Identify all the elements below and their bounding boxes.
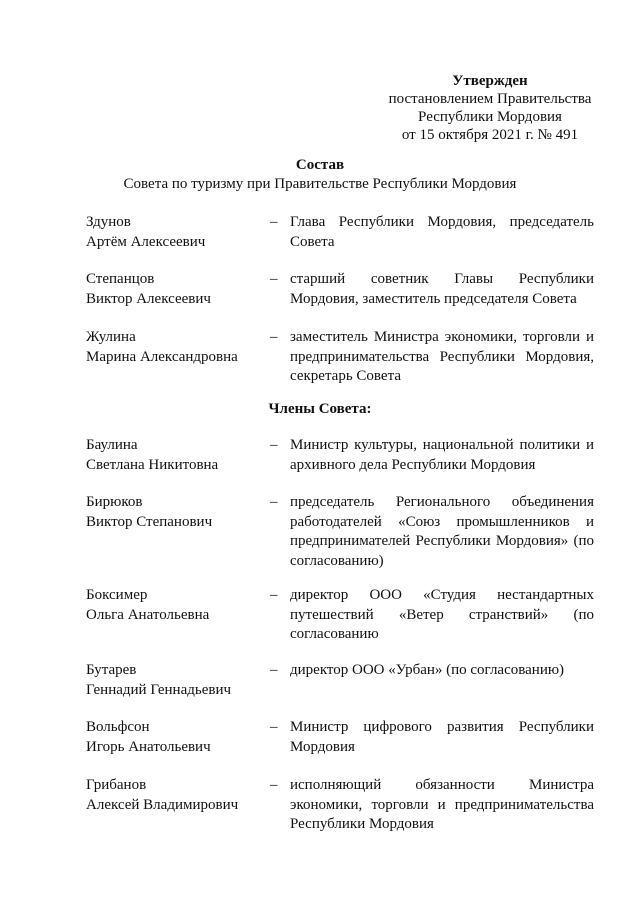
person-surname: Боксимер <box>86 587 148 603</box>
person-role: старший советник Главы Республики Мордовия, заместитель председателя Совета <box>290 271 594 307</box>
person-role: Министр культуры, национальной политики и архивного дела Республики Мордовия <box>290 437 594 473</box>
person-name <box>86 776 266 815</box>
person-role: директор ООО «Студия нестандартных путешествий «Ветер странствий» (по согласованию <box>290 587 594 642</box>
person-given-name: Ольга Анатольевна <box>86 606 210 623</box>
person-name <box>86 213 266 252</box>
dash-separator: – <box>270 214 278 230</box>
person-given-name: Игорь Анатольевич <box>86 738 211 755</box>
person-given-name: Марина Александровна <box>86 348 238 365</box>
members-heading: Члены Совета: <box>268 401 372 417</box>
approval-line-2: Республики Мордовия <box>418 109 562 125</box>
person-role: Министр цифрового развития Республики Мордовия <box>290 719 594 755</box>
person-name <box>86 661 266 700</box>
document-heading <box>0 156 640 194</box>
person-role: Глава Республики Мордовия, председатель Совета <box>290 214 594 250</box>
person-given-name: Виктор Степанович <box>86 513 213 530</box>
person-surname: Бутарев <box>86 662 137 678</box>
person-name <box>86 718 266 757</box>
person-name <box>86 493 266 532</box>
person-role: исполняющий обязанности Министра экономики, торговли и предпринимательства Республики Мордовия <box>290 777 594 832</box>
dash-separator: – <box>270 437 278 453</box>
person-name <box>86 436 266 475</box>
person-given-name: Артём Алексеевич <box>86 233 206 250</box>
person-surname: Вольфсон <box>86 719 150 735</box>
person-name <box>86 586 266 625</box>
approval-block <box>360 72 620 144</box>
person-surname: Здунов <box>86 214 131 230</box>
dash-separator: – <box>270 662 278 678</box>
person-surname: Степанцов <box>86 271 155 287</box>
person-given-name: Алексей Владимирович <box>86 796 239 813</box>
person-role: заместитель Министра экономики, торговли и предпринимательства Республики Мордовия, секретарь Совета <box>290 329 594 384</box>
person-surname: Баулина <box>86 437 138 453</box>
person-given-name: Виктор Алексеевич <box>86 290 211 307</box>
person-given-name: Геннадий Геннадьевич <box>86 681 232 698</box>
person-name <box>86 328 266 367</box>
document-title: Состав <box>295 157 345 173</box>
document-subtitle: Совета по туризму при Правительстве Республики Мордовия <box>123 176 517 192</box>
person-surname: Жулина <box>86 329 136 345</box>
approval-line-1: постановлением Правительства <box>388 91 592 107</box>
person-role: директор ООО «Урбан» (по согласованию) <box>290 662 565 678</box>
dash-separator: – <box>270 329 278 345</box>
dash-separator: – <box>270 587 278 603</box>
dash-separator: – <box>270 719 278 735</box>
dash-separator: – <box>270 494 278 510</box>
person-given-name: Светлана Никитовна <box>86 456 219 473</box>
dash-separator: – <box>270 271 278 287</box>
person-role: председатель Регионального объединения работодателей «Союз промышленников и предпринимателей Республики Мордовия» (по согласованию) <box>290 494 594 569</box>
dash-separator: – <box>270 777 278 793</box>
person-name <box>86 270 266 309</box>
person-surname: Бирюков <box>86 494 143 510</box>
approval-title: Утвержден <box>452 73 528 89</box>
person-surname: Грибанов <box>86 777 147 793</box>
approval-line-3: от 15 октября 2021 г. № 491 <box>401 127 579 143</box>
